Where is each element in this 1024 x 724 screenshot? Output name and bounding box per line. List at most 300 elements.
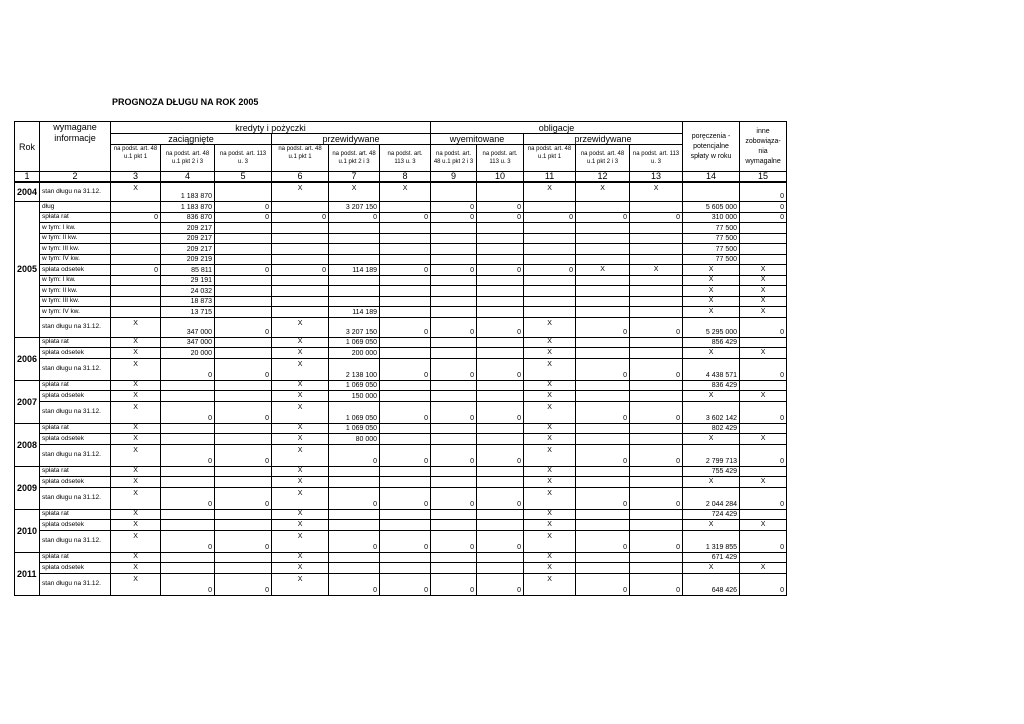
value-cell (431, 275, 477, 286)
row-label: w tym: III kw. (40, 244, 111, 255)
value-cell: 77 500 (683, 254, 740, 265)
header-przewidywane-obligacje: przewidywane (524, 134, 683, 145)
value-cell (630, 254, 683, 265)
value-cell (380, 380, 431, 391)
value-cell (740, 223, 787, 234)
row-label: stan długu na 31.12. (40, 358, 111, 380)
not-applicable-mark: X (111, 423, 161, 434)
value-cell (215, 233, 272, 244)
value-cell (431, 466, 477, 477)
value-cell (380, 423, 431, 434)
value-cell: 13 715 (161, 307, 215, 318)
not-applicable-mark: X (111, 563, 161, 574)
value-cell (477, 254, 524, 265)
value-cell (524, 233, 576, 244)
value-cell: 209 217 (161, 233, 215, 244)
table-row (15, 286, 787, 297)
value-cell: 0 (215, 317, 272, 337)
value-cell (477, 380, 524, 391)
table-row (15, 244, 787, 255)
value-cell (576, 337, 630, 348)
value-cell (329, 286, 380, 297)
value-cell (380, 434, 431, 445)
value-cell: 0 (477, 358, 524, 380)
value-cell (477, 509, 524, 520)
value-cell (329, 552, 380, 563)
value-cell: 0 (630, 358, 683, 380)
value-cell: 0 (380, 358, 431, 380)
header-wymagane-informacje: wymagane informacje (40, 122, 111, 172)
header-col-10: na podst. art. 113 u. 3 (477, 145, 524, 172)
value-cell (524, 307, 576, 318)
table-row (15, 530, 787, 552)
value-cell (161, 520, 215, 531)
value-cell: 0 (380, 444, 431, 466)
row-label: spłata odsetek (40, 348, 111, 359)
not-applicable-mark: X (683, 477, 740, 488)
value-cell: 0 (477, 202, 524, 213)
not-applicable-mark: X (329, 182, 380, 202)
not-applicable-mark: X (524, 391, 576, 402)
value-cell: 77 500 (683, 223, 740, 234)
header-col-12: na podst. art. 48 u.1 pkt 2 i 3 (576, 145, 630, 172)
value-cell (431, 286, 477, 297)
value-cell (215, 423, 272, 434)
value-cell (329, 275, 380, 286)
value-cell (380, 552, 431, 563)
not-applicable-mark: X (111, 348, 161, 359)
not-applicable-mark: X (524, 552, 576, 563)
table-row (15, 552, 787, 563)
table-row (15, 337, 787, 348)
value-cell (272, 233, 329, 244)
header-col-9: na podst. art. 48 u.1 pkt 2 i 3 (431, 145, 477, 172)
table-row (15, 348, 787, 359)
value-cell (380, 337, 431, 348)
value-cell: 0 (576, 573, 630, 595)
value-cell (477, 337, 524, 348)
value-cell: 0 (524, 265, 576, 276)
value-cell (215, 563, 272, 574)
value-cell (380, 509, 431, 520)
column-number: 15 (740, 172, 787, 182)
row-label: w tym: I kw. (40, 223, 111, 234)
value-cell (431, 337, 477, 348)
value-cell: 0 (740, 530, 787, 552)
value-cell: 0 (477, 444, 524, 466)
value-cell (630, 337, 683, 348)
row-label: w tym: I kw. (40, 275, 111, 286)
column-number: 4 (161, 172, 215, 182)
not-applicable-mark: X (272, 182, 329, 202)
not-applicable-mark: X (683, 296, 740, 307)
value-cell: 0 (380, 487, 431, 509)
value-cell: 0 (431, 265, 477, 276)
value-cell: 0 (740, 182, 787, 202)
value-cell (380, 296, 431, 307)
header-przewidywane-kredyty: przewidywane (272, 134, 431, 145)
value-cell (630, 348, 683, 359)
value-cell: 0 (630, 530, 683, 552)
value-cell (576, 391, 630, 402)
value-cell (431, 563, 477, 574)
value-cell: 0 (380, 212, 431, 223)
value-cell (576, 477, 630, 488)
value-cell: 85 811 (161, 265, 215, 276)
not-applicable-mark: X (111, 552, 161, 563)
value-cell: 0 (740, 444, 787, 466)
value-cell (630, 423, 683, 434)
value-cell (111, 244, 161, 255)
value-cell (380, 520, 431, 531)
value-cell (630, 477, 683, 488)
value-cell (576, 286, 630, 297)
value-cell (272, 275, 329, 286)
row-label: spłata odsetek (40, 265, 111, 276)
value-cell (431, 520, 477, 531)
value-cell: 0 (431, 487, 477, 509)
value-cell (630, 202, 683, 213)
row-label: w tym: IV kw. (40, 254, 111, 265)
value-cell (380, 391, 431, 402)
not-applicable-mark: X (524, 337, 576, 348)
value-cell (380, 348, 431, 359)
value-cell: 5 605 000 (683, 202, 740, 213)
value-cell (576, 348, 630, 359)
not-applicable-mark: X (683, 391, 740, 402)
value-cell: 0 (477, 573, 524, 595)
value-cell: 0 (380, 317, 431, 337)
value-cell (380, 223, 431, 234)
value-cell (111, 223, 161, 234)
value-cell: 0 (215, 530, 272, 552)
row-label: spłata rat (40, 509, 111, 520)
value-cell (477, 296, 524, 307)
value-cell (215, 254, 272, 265)
value-cell: 0 (740, 487, 787, 509)
value-cell (431, 296, 477, 307)
column-number: 8 (380, 172, 431, 182)
value-cell (630, 391, 683, 402)
value-cell (630, 275, 683, 286)
value-cell: 0 (431, 573, 477, 595)
value-cell: 0 (524, 212, 576, 223)
value-cell: 209 219 (161, 254, 215, 265)
not-applicable-mark: X (740, 307, 787, 318)
value-cell: 0 (740, 358, 787, 380)
row-label: spłata odsetek (40, 520, 111, 531)
value-cell (161, 477, 215, 488)
row-label: spłata odsetek (40, 563, 111, 574)
value-cell (215, 182, 272, 202)
row-label: spłata rat (40, 423, 111, 434)
value-cell (329, 509, 380, 520)
row-label: stan długu na 31.12. (40, 401, 111, 423)
value-cell (477, 286, 524, 297)
value-cell: 0 (161, 487, 215, 509)
header-col-7: na podst. art. 48 u.1 pkt 2 i 3 (329, 145, 380, 172)
value-cell (161, 563, 215, 574)
value-cell (477, 466, 524, 477)
table-row (15, 434, 787, 445)
not-applicable-mark: X (272, 358, 329, 380)
value-cell (477, 223, 524, 234)
table-row (15, 296, 787, 307)
not-applicable-mark: X (111, 477, 161, 488)
value-cell (576, 275, 630, 286)
table-row (15, 275, 787, 286)
value-cell (215, 466, 272, 477)
value-cell: 0 (215, 444, 272, 466)
not-applicable-mark: X (272, 477, 329, 488)
value-cell (329, 466, 380, 477)
value-cell (380, 466, 431, 477)
not-applicable-mark: X (630, 265, 683, 276)
column-number: 5 (215, 172, 272, 182)
not-applicable-mark: X (272, 391, 329, 402)
value-cell (272, 244, 329, 255)
value-cell (630, 307, 683, 318)
not-applicable-mark: X (111, 434, 161, 445)
value-cell (740, 254, 787, 265)
value-cell: 0 (161, 573, 215, 595)
value-cell (111, 202, 161, 213)
value-cell: 724 429 (683, 509, 740, 520)
not-applicable-mark: X (683, 286, 740, 297)
not-applicable-mark: X (683, 520, 740, 531)
value-cell (329, 223, 380, 234)
header-zaciagniete: zaciągnięte (111, 134, 272, 145)
table-row (15, 182, 787, 202)
value-cell: 347 000 (161, 317, 215, 337)
header-col-3: na podst. art. 48 u.1 pkt 1 (111, 145, 161, 172)
value-cell: 0 (161, 444, 215, 466)
value-cell (477, 182, 524, 202)
value-cell: 0 (477, 401, 524, 423)
table-row (15, 466, 787, 477)
value-cell (477, 391, 524, 402)
not-applicable-mark: X (683, 348, 740, 359)
not-applicable-mark: X (272, 487, 329, 509)
value-cell: 0 (215, 401, 272, 423)
table-row (15, 358, 787, 380)
value-cell: 0 (215, 212, 272, 223)
value-cell (524, 286, 576, 297)
value-cell (630, 380, 683, 391)
value-cell (161, 423, 215, 434)
not-applicable-mark: X (111, 337, 161, 348)
value-cell (630, 466, 683, 477)
value-cell (272, 254, 329, 265)
not-applicable-mark: X (524, 423, 576, 434)
value-cell (477, 423, 524, 434)
value-cell: 0 (630, 212, 683, 223)
column-number: 9 (431, 172, 477, 182)
value-cell (524, 202, 576, 213)
value-cell (477, 477, 524, 488)
value-cell: 3 207 150 (329, 202, 380, 213)
value-cell (740, 380, 787, 391)
value-cell (380, 275, 431, 286)
year-cell: 2010 (15, 509, 40, 552)
value-cell: 200 000 (329, 348, 380, 359)
value-cell (630, 296, 683, 307)
value-cell: 1 183 870 (161, 182, 215, 202)
value-cell (431, 348, 477, 359)
header-col-13: na podst. art. 113 u. 3 (630, 145, 683, 172)
not-applicable-mark: X (740, 434, 787, 445)
value-cell (477, 233, 524, 244)
not-applicable-mark: X (576, 265, 630, 276)
value-cell: 0 (576, 358, 630, 380)
row-label: spłata rat (40, 380, 111, 391)
table-row (15, 317, 787, 337)
value-cell: 2 138 100 (329, 358, 380, 380)
row-label: stan długu na 31.12. (40, 487, 111, 509)
value-cell (272, 202, 329, 213)
row-label: spłata rat (40, 212, 111, 223)
value-cell: 114 189 (329, 307, 380, 318)
value-cell (111, 286, 161, 297)
value-cell (111, 307, 161, 318)
header-poreczenia: poręczenia - potencjalne spłaty w roku (683, 122, 740, 172)
value-cell: 0 (161, 401, 215, 423)
value-cell: 0 (477, 212, 524, 223)
not-applicable-mark: X (740, 391, 787, 402)
value-cell (380, 233, 431, 244)
not-applicable-mark: X (272, 563, 329, 574)
row-label: spłata odsetek (40, 391, 111, 402)
row-label: spłata odsetek (40, 434, 111, 445)
value-cell (161, 552, 215, 563)
not-applicable-mark: X (524, 348, 576, 359)
header-kredyty: kredyty i pożyczki (111, 122, 431, 134)
column-number: 11 (524, 172, 576, 182)
not-applicable-mark: X (111, 487, 161, 509)
value-cell: 0 (740, 202, 787, 213)
not-applicable-mark: X (524, 487, 576, 509)
year-cell: 2004 (15, 182, 40, 202)
value-cell (524, 244, 576, 255)
row-label: stan długu na 31.12. (40, 530, 111, 552)
value-cell (111, 296, 161, 307)
value-cell (576, 307, 630, 318)
value-cell (215, 244, 272, 255)
row-label: stan długu na 31.12. (40, 573, 111, 595)
value-cell (380, 244, 431, 255)
value-cell (524, 254, 576, 265)
year-cell: 2009 (15, 466, 40, 509)
not-applicable-mark: X (630, 182, 683, 202)
header-col-11: na podst. art. 48 u.1 pkt 1 (524, 145, 576, 172)
value-cell: 0 (477, 317, 524, 337)
not-applicable-mark: X (111, 466, 161, 477)
table-row (15, 401, 787, 423)
value-cell: 347 000 (161, 337, 215, 348)
value-cell (161, 466, 215, 477)
value-cell (272, 223, 329, 234)
value-cell (576, 423, 630, 434)
value-cell (576, 202, 630, 213)
value-cell: 0 (576, 530, 630, 552)
value-cell: 3 207 150 (329, 317, 380, 337)
not-applicable-mark: X (524, 317, 576, 337)
value-cell: 0 (431, 317, 477, 337)
not-applicable-mark: X (683, 275, 740, 286)
not-applicable-mark: X (524, 380, 576, 391)
value-cell (630, 434, 683, 445)
value-cell: 1 183 870 (161, 202, 215, 213)
not-applicable-mark: X (272, 520, 329, 531)
value-cell (215, 307, 272, 318)
not-applicable-mark: X (683, 307, 740, 318)
value-cell (630, 233, 683, 244)
value-cell: 0 (215, 573, 272, 595)
value-cell (111, 275, 161, 286)
value-cell: 0 (477, 265, 524, 276)
value-cell (524, 296, 576, 307)
value-cell (477, 244, 524, 255)
year-cell: 2011 (15, 552, 40, 595)
not-applicable-mark: X (272, 317, 329, 337)
row-label: stan długu na 31.12. (40, 317, 111, 337)
not-applicable-mark: X (111, 317, 161, 337)
not-applicable-mark: X (272, 337, 329, 348)
not-applicable-mark: X (740, 520, 787, 531)
value-cell (215, 337, 272, 348)
value-cell (477, 563, 524, 574)
value-cell (161, 391, 215, 402)
not-applicable-mark: X (380, 182, 431, 202)
table-row (15, 265, 787, 276)
value-cell: 114 189 (329, 265, 380, 276)
value-cell: 0 (431, 358, 477, 380)
value-cell (329, 563, 380, 574)
value-cell: 0 (215, 358, 272, 380)
value-cell (215, 434, 272, 445)
row-label: spłata odsetek (40, 477, 111, 488)
row-label: w tym: III kw. (40, 296, 111, 307)
value-cell (740, 466, 787, 477)
value-cell: 0 (111, 265, 161, 276)
table-row (15, 223, 787, 234)
not-applicable-mark: X (111, 401, 161, 423)
column-number: 6 (272, 172, 329, 182)
value-cell (630, 520, 683, 531)
table-row (15, 254, 787, 265)
row-label: w tym: II kw. (40, 286, 111, 297)
value-cell: 4 438 571 (683, 358, 740, 380)
not-applicable-mark: X (111, 444, 161, 466)
value-cell: 20 000 (161, 348, 215, 359)
value-cell (111, 254, 161, 265)
value-cell (576, 254, 630, 265)
value-cell (380, 307, 431, 318)
value-cell: 856 429 (683, 337, 740, 348)
header-col-8: na podst. art. 113 u. 3 (380, 145, 431, 172)
value-cell (161, 509, 215, 520)
value-cell (740, 552, 787, 563)
value-cell (431, 477, 477, 488)
row-label: stan długu na 31.12. (40, 444, 111, 466)
value-cell (431, 223, 477, 234)
not-applicable-mark: X (272, 444, 329, 466)
not-applicable-mark: X (740, 348, 787, 359)
value-cell: 836 429 (683, 380, 740, 391)
value-cell (215, 286, 272, 297)
column-number: 1 (15, 172, 40, 182)
value-cell (477, 348, 524, 359)
